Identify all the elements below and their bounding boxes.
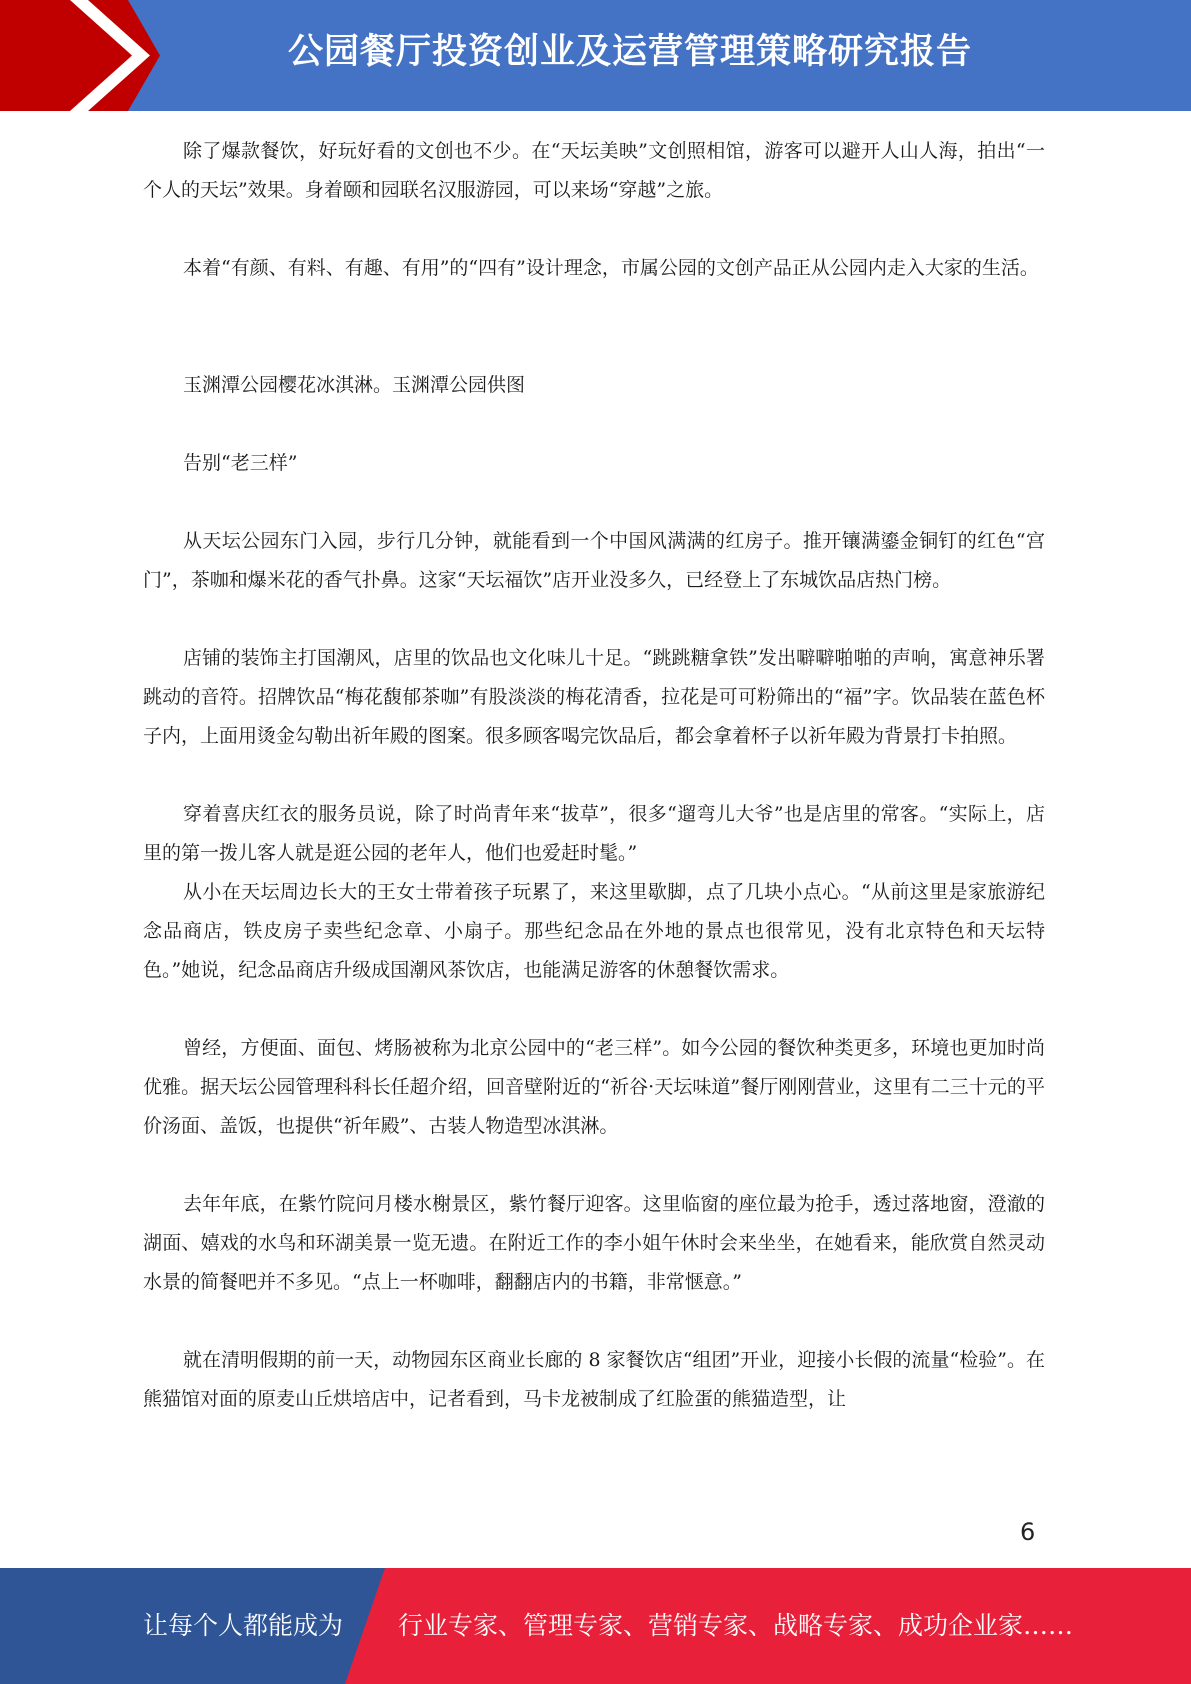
page-number: 6 [1020, 1518, 1036, 1546]
footer-banner [0, 1568, 1191, 1684]
image-caption: 玉渊潭公园樱花冰淇淋。玉渊潭公园供图 [183, 374, 526, 396]
paragraph: 店铺的装饰主打国潮风，店里的饮品也文化味儿十足。“跳跳糖拿铁”发出噼噼啪啪的声响，寓意神乐署跳动的音符。招牌饮品“梅花馥郁茶咖”有股淡淡的梅花清香，拉花是可可粉筛出的“福”字。饮品装在蓝色杯子内，上面用烫金勾勒出祈年殿的图案。很多顾客喝完饮品后，都会拿着杯子以祈年殿为背景打卡拍照。 [143, 647, 1045, 747]
header-chevron-icon [0, 0, 160, 111]
paragraph: 去年年底，在紫竹院问月楼水榭景区，紫竹餐厅迎客。这里临窗的座位最为抢手，透过落地窗，澄澈的湖面、嬉戏的水鸟和环湖美景一览无遗。在附近工作的李小姐午休时会来坐坐，在她看来，能欣赏自然灵动水景的简餐吧并不多见。“点上一杯咖啡，翻翻店内的书籍，非常惬意。” [143, 1193, 1045, 1293]
section-heading: 告别“老三样” [183, 452, 298, 474]
footer-slogan-left: 让每个人都能成为 [143, 1611, 344, 1640]
paragraph: 除了爆款餐饮，好玩好看的文创也不少。在“天坛美映”文创照相馆，游客可以避开人山人海，拍出“一个人的天坛”效果。身着颐和园联名汉服游园，可以来场“穿越”之旅。 [143, 140, 1045, 201]
report-body [143, 132, 1045, 1419]
paragraph: 从天坛公园东门入园，步行几分钟，就能看到一个中国风满满的红房子。推开镶满鎏金铜钉的红色“宫门”，茶咖和爆米花的香气扑鼻。这家“天坛福饮”店开业没多久，已经登上了东城饮品店热门榜。 [143, 530, 1045, 591]
paragraph: 从小在天坛周边长大的王女士带着孩子玩累了，来这里歇脚，点了几块小点心。“从前这里是家旅游纪念品商店，铁皮房子卖些纪念章、小扇子。那些纪念品在外地的景点也很常见，没有北京特色和天坛特色。”她说，纪念品商店升级成国潮风茶饮店，也能满足游客的休憩餐饮需求。 [143, 881, 1045, 981]
document-title: 公园餐厅投资创业及运营管理策略研究报告 [287, 32, 972, 72]
paragraph: 穿着喜庆红衣的服务员说，除了时尚青年来“拔草”，很多“遛弯儿大爷”也是店里的常客。“实际上，店里的第一拨儿客人就是逛公园的老年人，他们也爱赶时髦。” [143, 803, 1045, 864]
paragraph: 本着“有颜、有料、有趣、有用”的“四有”设计理念，市属公园的文创产品正从公园内走入大家的生活。 [183, 257, 1039, 279]
header-bar [0, 0, 1191, 111]
paragraph: 就在清明假期的前一天，动物园东区商业长廊的 8 家餐饮店“组团”开业，迎接小长假的流量“检验”。在熊猫馆对面的原麦山丘烘培店中，记者看到，马卡龙被制成了红脸蛋的熊猫造型，让 [143, 1349, 1045, 1410]
paragraph: 曾经，方便面、面包、烤肠被称为北京公园中的“老三样”。如今公园的餐饮种类更多，环境也更加时尚优雅。据天坛公园管理科科长任超介绍，回音壁附近的“祈谷·天坛味道”餐厅刚刚营业，这里有二三十元的平价汤面、盖饭，也提供“祈年殿”、古装人物造型冰淇淋。 [143, 1037, 1045, 1137]
footer-slogan-right: 行业专家、管理专家、营销专家、战略专家、成功企业家…… [398, 1611, 1074, 1640]
